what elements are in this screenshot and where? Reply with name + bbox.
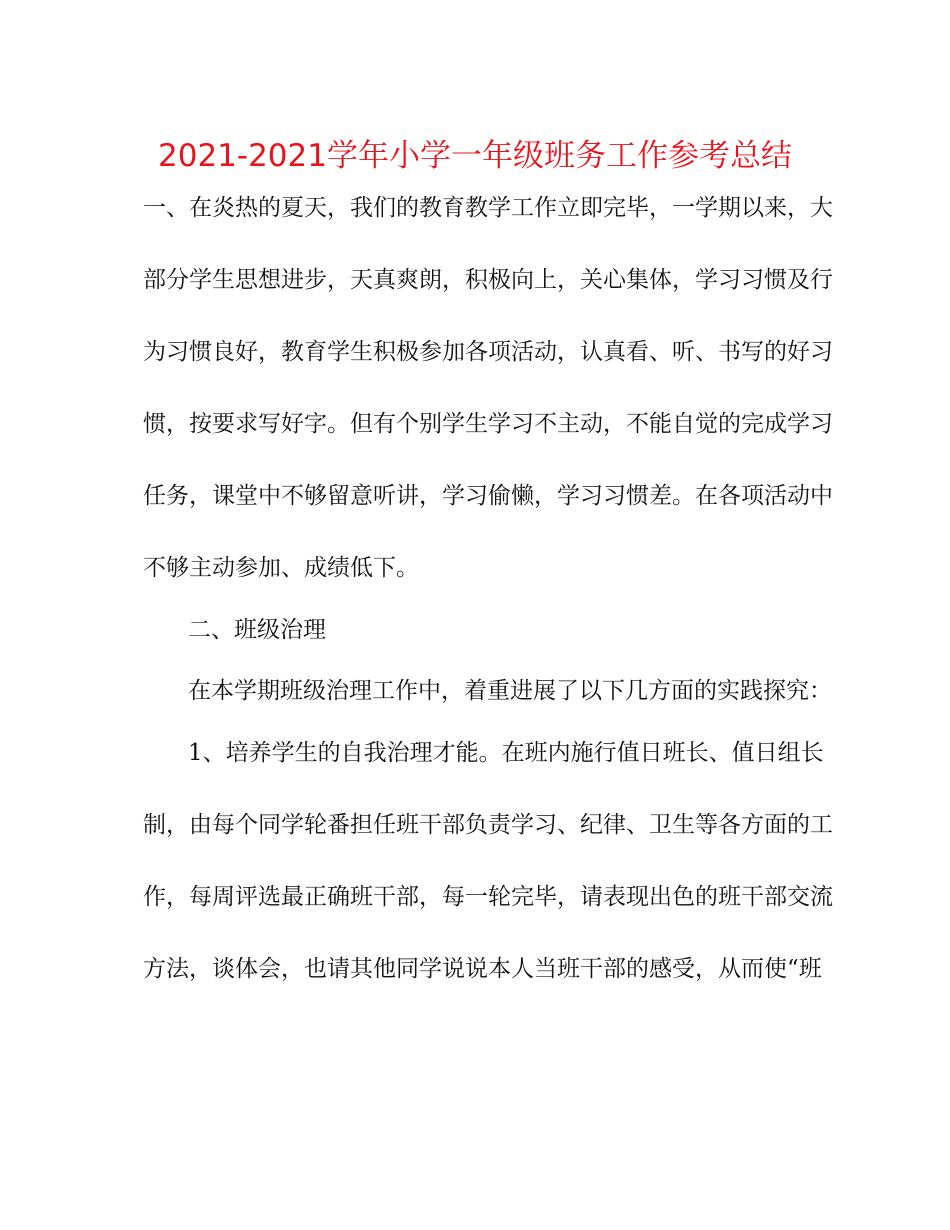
paragraph-line: 1、培养学生的自我治理才能。在班内施行值日班长、值日组长	[188, 740, 824, 766]
paragraph-line: 一、在炎热的夏天，我们的教育教学工作立即完毕，一学期以来，大	[143, 195, 833, 221]
paragraph-line: 不够主动参加、成绩低下。	[143, 555, 419, 581]
paragraph-line: 部分学生思想进步，天真爽朗，积极向上，关心集体，学习习惯及行	[143, 267, 833, 293]
paragraph-line: 惯，按要求写好字。但有个别学生学习不主动，不能自觉的完成学习	[143, 411, 833, 437]
paragraph-line: 为习惯良好，教育学生积极参加各项活动，认真看、听、书写的好习	[143, 339, 833, 365]
paragraph-line: 在本学期班级治理工作中，着重进展了以下几方面的实践探究：	[188, 678, 832, 704]
paragraph-line: 作，每周评选最正确班干部，每一轮完毕，请表现出色的班干部交流	[143, 884, 833, 910]
paragraph-line: 方法，谈体会，也请其他同学说说本人当班干部的感受，从而使“班	[143, 956, 822, 982]
paragraph-line: 制，由每个同学轮番担任班干部负责学习、纪律、卫生等各方面的工	[143, 812, 833, 838]
paragraph-line: 任务，课堂中不够留意听讲，学习偷懒，学习习惯差。在各项活动中	[143, 483, 833, 509]
section-heading: 二、班级治理	[188, 617, 326, 643]
document-title: 2021-2021学年小学一年级班务工作参考总结	[158, 138, 792, 174]
